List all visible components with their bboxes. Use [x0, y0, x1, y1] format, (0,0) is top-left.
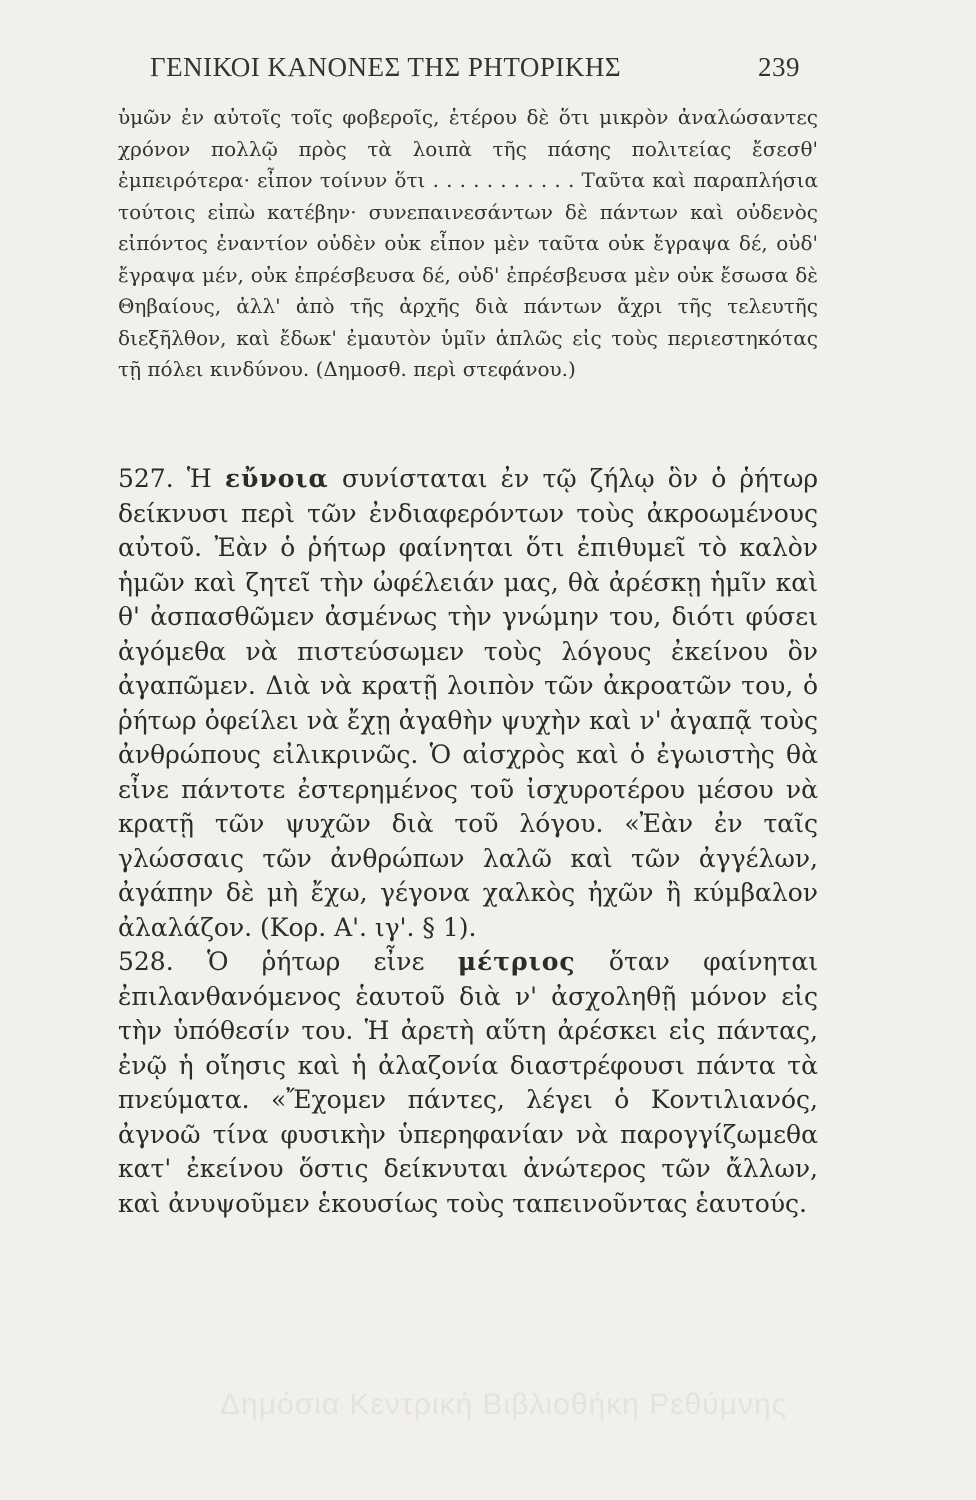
- section-number: 528.: [118, 947, 174, 976]
- section-article: Ἡ: [186, 464, 212, 493]
- section-528: [118, 945, 818, 1221]
- section-term: εὔνοια: [224, 464, 329, 493]
- quotation-block: [118, 102, 818, 386]
- running-title: ΓΕΝΙΚΟΙ ΚΑΝΟΝΕΣ ΤΗΣ ΡΗΤΟΡΙΚΗΣ: [150, 52, 622, 82]
- quotation-text: ὑμῶν ἐν αὐτοῖς τοῖς φοβεροῖς, ἑτέρου δὲ ὅτι μικρὸν ἀναλώσαντες χρόνον πολλῷ πρὸς τὰ λοιπὰ τῆς πάσης πολιτείας ἔσεσθ' ἐμπειρότερα· εἶπον τοίνυν ὅτι . . . . . . . . . . . Ταῦτα καὶ παραπλήσια τούτοις εἰπὼ κατέβην· συνεπαινεσάντων δὲ πάντων καὶ οὐδενὸς εἰπόντος ἐναντίον οὐδὲν οὐκ εἶπον μὲν ταῦτα οὐκ ἔγραψα δέ, οὐδ' ἔγραψα μέν, οὐκ ἐπρέσβευσα δέ, οὐδ' ἐπρέσβευσα μὲν οὐκ ἔσωσα δὲ Θηβαίους, ἀλλ' ἀπὸ τῆς ἀρχῆς διὰ πάντων ἄχρι τῆς τελευτῆς διεξῆλθον, καὶ ἔδωκ' ἐμαυτὸν ὑμῖν ἁπλῶς εἰς τοὺς περιεστηκότας τῇ πόλει κινδύνου. (Δημοσθ. περὶ στεφάνου.): [118, 105, 818, 381]
- section-text: ὅταν φαίνηται ἐπιλανθανόμενος ἑαυτοῦ διὰ ν' ἀσχοληθῇ μόνον εἰς τὴν ὑπόθεσίν του. Ἡ ἀρετὴ αὕτη ἀρέσκει εἰς πάντας, ἐνῷ ἡ οἴησις καὶ ἡ ἀλαζονία διαστρέφουσι πάντα τὰ πνεύματα. «Ἔχομεν πάντες, λέγει ὁ Κοντιλιανός, ἀγνοῶ τίνα φυσικὴν ὑπερηφανίαν νὰ παρογγίζωμεθα κατ' ἐκείνου ὅστις δείκνυται ἀνώτερος τῶν ἄλλων, καὶ ἀνυψοῦμεν ἑκουσίως τοὺς ταπεινοῦντας ἑαυτούς.: [118, 947, 819, 1218]
- section-article: Ὁ ῥήτωρ εἶνε: [206, 947, 425, 976]
- main-text: [118, 462, 818, 1221]
- page-number: 239: [758, 52, 800, 82]
- library-watermark: Δημόσια Κεντρική Βιβλιοθήκη Ρεθύμνης: [220, 1388, 788, 1421]
- running-header: [150, 52, 800, 88]
- section-term: μέτριος: [457, 947, 576, 976]
- section-527: [118, 462, 818, 945]
- section-text: συνίσταται ἐν τῷ ζήλῳ ὃν ὁ ῥήτωρ δείκνυσι περὶ τῶν ἐνδιαφερόντων τοὺς ἀκροωμένους αὐτοῦ. Ἐὰν ὁ ῥήτωρ φαίνηται ὅτι ἐπιθυμεῖ τὸ καλὸν ἡμῶν καὶ ζητεῖ τὴν ὠφέλειάν μας, θὰ ἀρέσκῃ ἡμῖν καὶ θ' ἀσπασθῶμεν ἀσμένως τὴν γνώμην του, διότι φύσει ἀγόμεθα νὰ πιστεύσωμεν τοὺς λόγους ἐκείνου ὃν ἀγαπῶμεν. Διὰ νὰ κρατῇ λοιπὸν τῶν ἀκροατῶν του, ὁ ῥήτωρ ὀφείλει νὰ ἔχῃ ἀγαθὴν ψυχὴν καὶ ν' ἀγαπᾷ τοὺς ἀνθρώπους εἰλικρινῶς. Ὁ αἰσχρὸς καὶ ὁ ἐγωιστὴς θὰ εἶνε πάντοτε ἐστερημένος τοῦ ἰσχυροτέρου μέσου νὰ κρατῇ τῶν ψυχῶν διὰ τοῦ λόγου. «Ἐὰν ἐν ταῖς γλώσσαις τῶν ἀνθρώπων λαλῶ καὶ τῶν ἀγγέλων, ἀγάπην δὲ μὴ ἔχω, γέγονα χαλκὸς ἠχῶν ἢ κύμβαλον ἀλαλάζον. (Κορ. Α'. ιγ'. § 1).: [118, 464, 819, 942]
- section-number: 527.: [118, 464, 174, 493]
